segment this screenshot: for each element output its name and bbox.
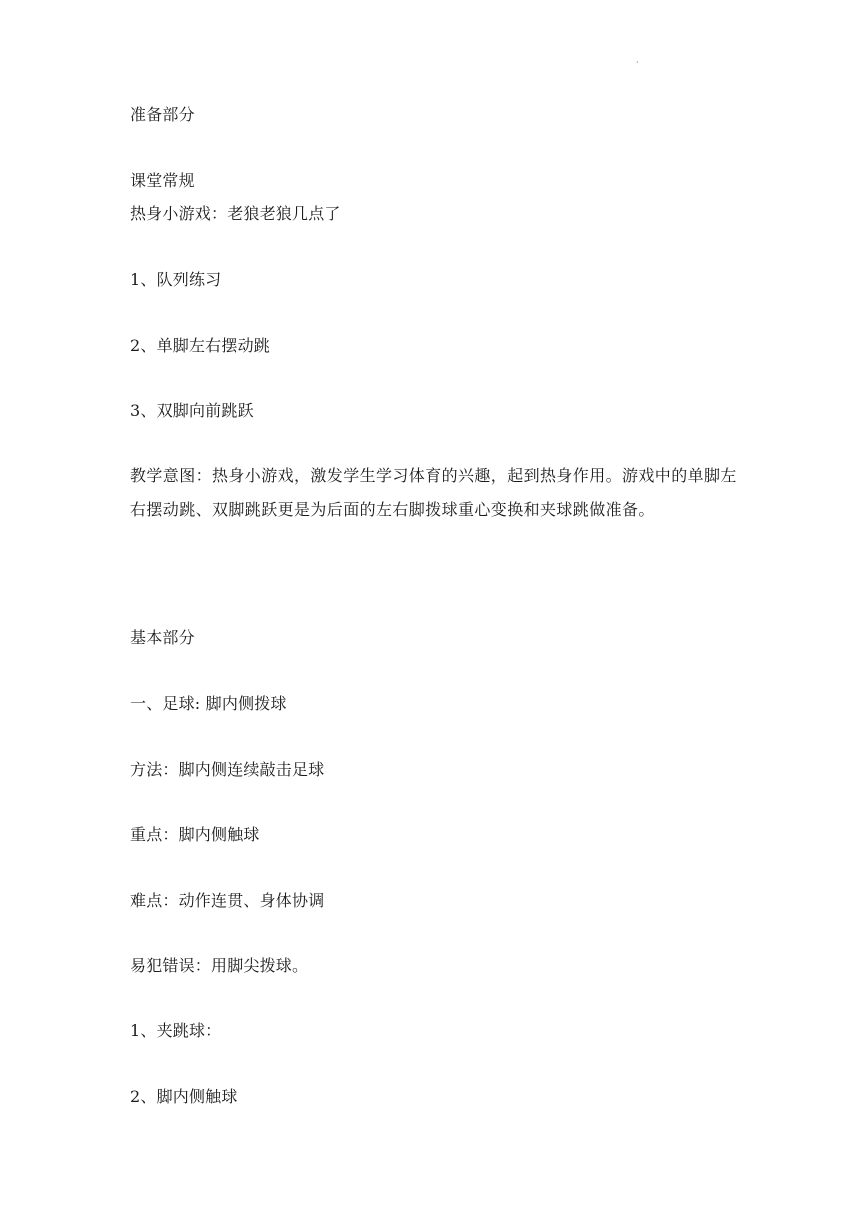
- warmup-game-text: 热身小游戏：老狼老狼几点了: [130, 204, 341, 223]
- prep-item-3: 3、双脚向前跳跃: [130, 401, 254, 420]
- teaching-intent-paragraph: 教学意图：热身小游戏，激发学生学习体育的兴趣，起到热身作用。游戏中的单脚左右摆动跳、双脚跳跃更是为后面的左右脚拨球重心变换和夹球跳做准备。: [130, 466, 737, 519]
- common-error-text: 易犯错误：用脚尖拨球。: [130, 956, 309, 975]
- prep-item-2: 2、单脚左右摆动跳: [130, 336, 270, 355]
- header-mark: ·: [636, 58, 639, 67]
- method-text: 方法：脚内侧连续敲击足球: [130, 760, 325, 779]
- section-title-basic: 基本部分: [130, 628, 195, 647]
- basic-topic: 一、足球: 脚内侧拨球: [130, 694, 287, 713]
- difficulty-text: 难点：动作连贯、身体协调: [130, 891, 325, 910]
- basic-item-2: 2、脚内侧触球: [130, 1087, 238, 1106]
- basic-item-1: 1、夹跳球：: [130, 1021, 222, 1040]
- prep-item-1: 1、队列练习: [130, 270, 222, 289]
- key-point-text: 重点：脚内侧触球: [130, 825, 260, 844]
- section-title-prep: 准备部分: [130, 105, 195, 124]
- routine-text: 课堂常规: [130, 171, 195, 190]
